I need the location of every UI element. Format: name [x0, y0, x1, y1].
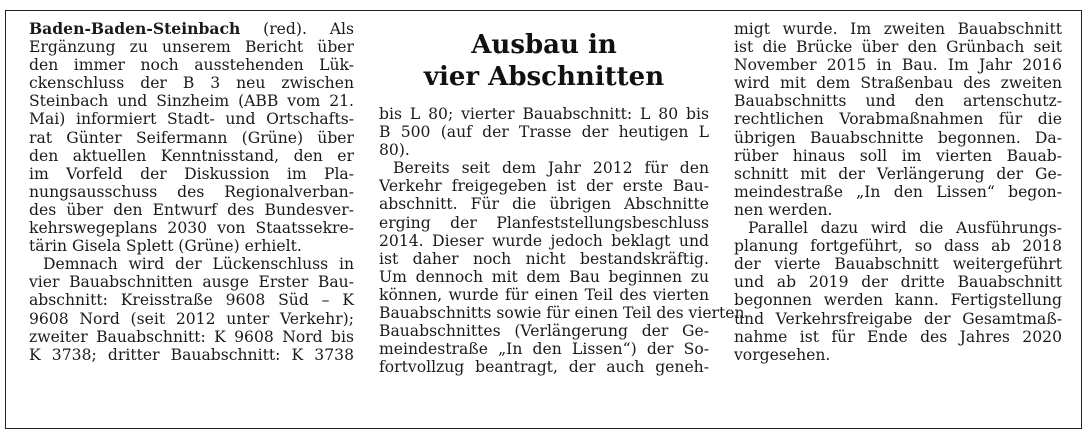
text-line: Bereits seit dem Jahr 2012 für den	[393, 159, 709, 178]
headline-line-1: Ausbau in	[471, 30, 617, 60]
text-line: Parallel dazu wird die Ausführungs-	[748, 219, 1062, 238]
text-line: Um dennoch mit dem Bau beginnen zu	[379, 267, 709, 286]
text-line: vier Bauabschnitten ausge Erster Bau-	[29, 273, 354, 292]
text-line: im Vorfeld der Diskussion im Pla-	[29, 164, 354, 183]
text-line: bis L 80; vierter Bauabschnitt: L 80 bis	[379, 105, 709, 123]
text-line: ist daher noch nicht bestandskräftig.	[379, 249, 709, 268]
text-line: Bauabschnittes (Verlängerung der Ge-	[379, 322, 709, 341]
text-line: migt wurde. Im zweiten Bauabschnitt	[734, 20, 1062, 38]
text-line: 9608 Nord (seit 2012 unter Verkehr);	[29, 309, 354, 328]
text-line: und ab 2019 der dritte Bauabschnitt	[734, 273, 1062, 292]
text-line: schnitt mit der Verlängerung der Ge-	[734, 164, 1062, 183]
text-line: planung fortgeführt, so dass ab 2018	[734, 237, 1062, 256]
text-line: Steinbach und Sinzheim (ABB vom 21.	[29, 92, 354, 111]
text-line: K 3738; dritter Bauabschnitt: K 3738	[29, 345, 354, 364]
text-line: Ergänzung zu unserem Bericht über	[29, 38, 354, 57]
text-line: ist die Brücke über den Grünbach seit	[734, 38, 1062, 57]
text-line: Demnach wird der Lückenschluss in	[43, 255, 354, 274]
text-line: übrigen Bauabschnitte begonnen. Da-	[734, 128, 1062, 147]
article-column-1	[29, 20, 354, 364]
text-line: nahme ist für Ende des Jahres 2020	[734, 327, 1062, 346]
text-line: nen werden.	[734, 200, 833, 219]
text-line: ckenschluss der B 3 neu zwischen	[29, 74, 354, 93]
text-line: begonnen werden kann. Fertigstellung	[734, 291, 1062, 310]
text-line: den immer noch ausstehenden Lük-	[29, 56, 354, 75]
text-line: erging der Planfeststellungsbeschluss	[379, 213, 709, 232]
article-headline	[379, 29, 709, 93]
article-dateline: Baden-Baden-Steinbach	[29, 19, 241, 38]
article-column-3	[734, 20, 1062, 364]
text-line: wird mit dem Straßenbau des zweiten	[734, 74, 1062, 93]
text-line: rat Günter Seifermann (Grüne) über	[29, 128, 354, 147]
text-line: Baden-Baden-Steinbach (red). Als	[29, 19, 354, 38]
article-column-2	[379, 105, 745, 377]
text-line: Bauabschnitts und den artenschutz-	[734, 92, 1062, 111]
headline-line-2: vier Abschnitten	[423, 62, 665, 92]
text-line: abschnitt. Für die übrigen Abschnitte	[379, 195, 709, 214]
text-line: fortvollzug beantragt, der auch geneh-	[379, 358, 709, 377]
text-line: und Verkehrsfreigabe der Gesamtmaß-	[734, 309, 1062, 328]
text-line: meindestraße „In den Lissen“ begon-	[734, 182, 1062, 201]
text-line: der vierte Bauabschnitt weitergeführt	[734, 255, 1062, 274]
text-line: nungsausschuss des Regionalverban-	[29, 182, 354, 201]
text-line: Bauabschnitts sowie für einen Teil des vierten	[379, 304, 745, 323]
text-line: tärin Gisela Splett (Grüne) erhielt.	[29, 237, 302, 256]
text-line: November 2015 in Bau. Im Jahr 2016	[734, 56, 1062, 75]
text-line: abschnitt: Kreisstraße 9608 Süd – K	[29, 291, 354, 310]
text-line: Mai) informiert Stadt- und Ortschafts-	[29, 110, 354, 129]
text-line: rechtlichen Vorabmaßnahmen für die	[734, 110, 1062, 129]
text-line: 2014. Dieser wurde jedoch beklagt und	[379, 231, 709, 250]
text-line: zweiter Bauabschnitt: K 9608 Nord bis	[29, 327, 354, 346]
text-line: vorgesehen.	[734, 345, 831, 364]
text-line: Verkehr freigegeben ist der erste Bau-	[379, 177, 709, 196]
text-line: meindestraße „In den Lissen“) der So-	[379, 340, 709, 359]
text-line: des über den Entwurf des Bundesver-	[29, 200, 354, 219]
text-line: kehrswegeplans 2030 von Staatssekre-	[29, 219, 354, 238]
text-line: können, wurde für einen Teil des vierten	[379, 285, 709, 304]
text-line: rüber hinaus soll im vierten Bauab-	[734, 146, 1062, 165]
text-line: 80).	[379, 141, 410, 160]
text-line: den aktuellen Kenntnisstand, den er	[29, 146, 354, 165]
text-line: B 500 (auf der Trasse der heutigen L	[379, 123, 709, 142]
